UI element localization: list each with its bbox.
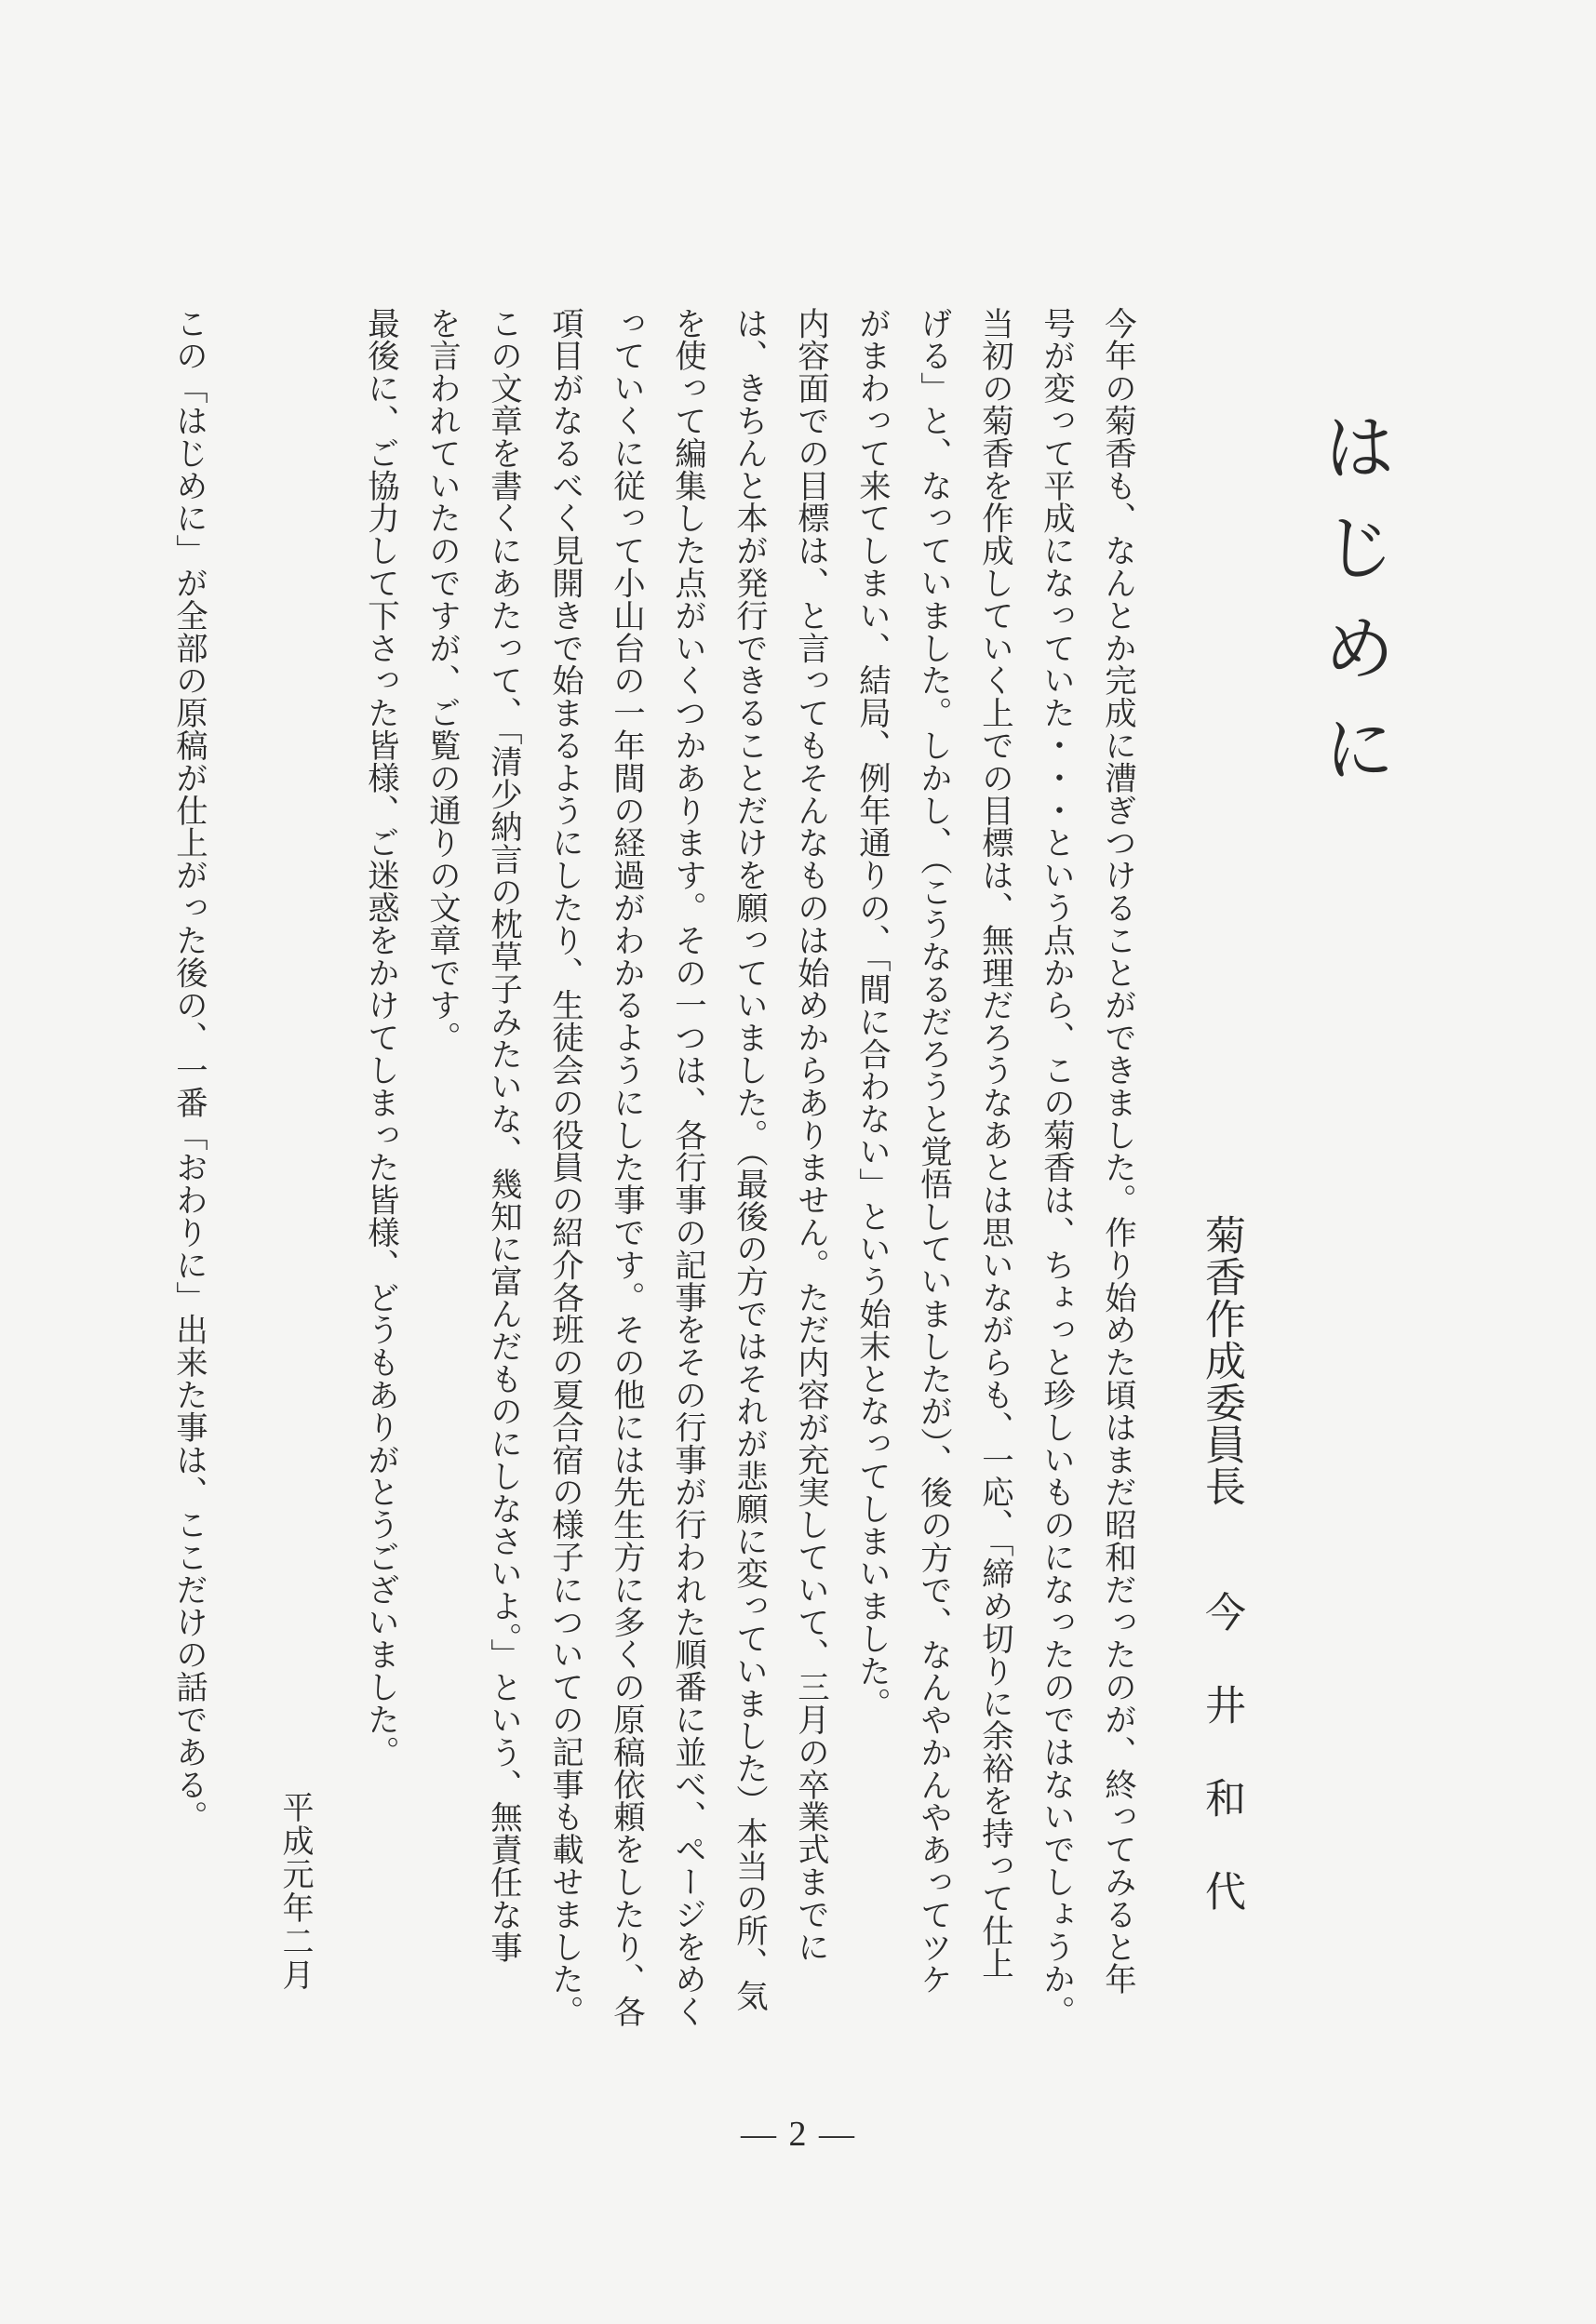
date-line: 平成元年二月 [276,1791,314,1992]
closing-line: この「はじめに」が全部の原稿が仕上がった後の、一番「おわりに」出来た事は、ここだけの話である。 [169,307,208,1834]
paragraph-line: 項目がなるべく見開きで始まるようにしたり、生徒会の役員の紹介各班の夏合宿の様子についての記事も載せました。 [545,307,583,2028]
paragraph-line: この文章を書くにあたって、「清少納言の枕草子みたいな、幾知に富んだものにしなさいよ。」という、無責任な事 [484,307,522,1964]
paragraph-line: 内容面での目標は、と言ってもそんなものは始めからありません。ただ内容が充実していて、三月の卒業式までに [791,307,829,1963]
paragraph-line: がまわって来てしまい、結局、例年通りの、「間に合わない」という始末となってしまいました。 [852,307,891,1720]
paragraph-line: を言われていたのですが、ご覧の通りの文章です。 [422,307,461,1054]
author-role: 菊香作成委員長 [1198,1214,1245,1507]
paragraph-line: 最後に、ご協力して下さった皆様、ご迷惑をかけてしまった皆様、どうもありがとうございました。 [361,307,399,1769]
paragraph-line: を使って編集した点がいくつかあります。その一つは、各行事の記事をその行事が行われた順番に並べ、ページをめく [668,307,706,2028]
author-name: 今井和代 [1198,1591,1245,1963]
paragraph-line: っていくに従って小山台の一年間の経過がわかるようにした事です。その他には先生方に多くの原稿依頼をしたり、各 [607,307,645,2028]
paragraph-line: 今年の菊香も、なんとか完成に漕ぎつけることができました。作り始めた頃はまだ昭和だったのが、終ってみると年 [1098,307,1136,1996]
page-title: はじめに [1311,409,1395,811]
paragraph-line: は、きちんと本が発行できることだけを願っていました。（最後の方ではそれが悲願に変っていました）本当の所、気 [730,307,768,2012]
paragraph-line: 号が変って平成になっていた・・・という点から、この菊香は、ちょっと珍しいものになったのではないでしょうか。 [1037,307,1075,2028]
paragraph-line: 当初の菊香を作成していく上での目標は、無理だろうなあとは思いながらも、一応、「締め切りに余裕を持って仕上 [975,307,1013,1980]
page-number: — 2 — [741,2115,856,2154]
paragraph-line: げる」と、なっていました。しかし、（こうなるだろうと覚悟していましたが）、後の方で、なんやかんやあってツケ [914,307,952,1997]
